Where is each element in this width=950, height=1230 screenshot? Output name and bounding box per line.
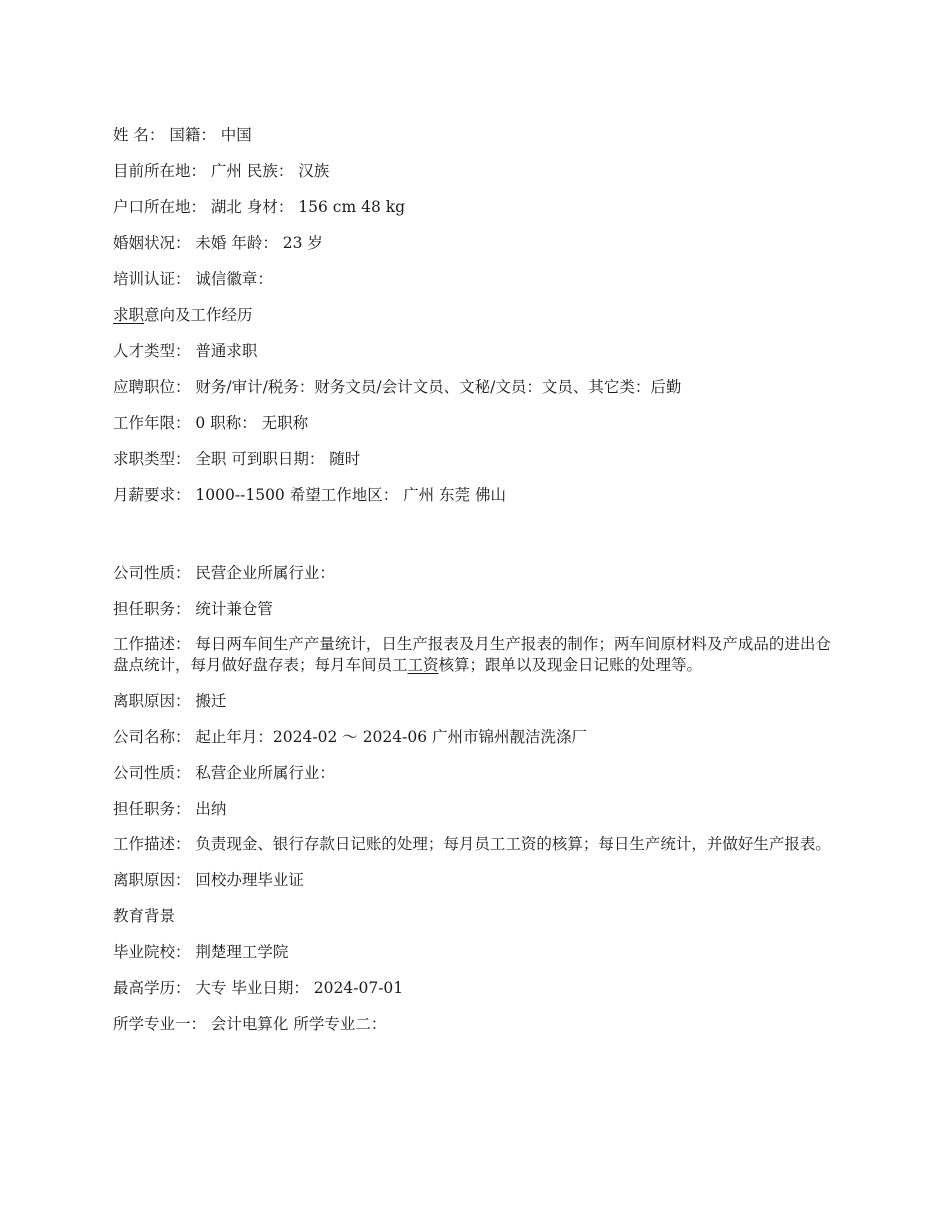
- basic-info-line-nationality: 姓 名： 国籍： 中国: [113, 126, 252, 144]
- resume-document: [113, 124, 838, 1049]
- job1-desc-part1: 工作描述： 每日两车间生产产量统计，日生产报表及月生产报表的制作；两车间原材料及产成品的进出仓盘点统计，每月做好盘存表；每月车间员工: [113, 635, 831, 674]
- intent-years: 工作年限： 0 职称： 无职称: [113, 414, 309, 432]
- basic-info-line-certification: 培训认证： 诚信徽章：: [113, 270, 273, 288]
- job1-desc-part2: 核算；跟单以及现金日记账的处理等。: [438, 656, 703, 674]
- job1-nature: 公司性质： 民营企业所属行业：: [113, 564, 335, 582]
- job2-nature: 公司性质： 私营企业所属行业：: [113, 764, 335, 782]
- job2-description: 工作描述： 负责现金、银行存款日记账的处理；每月员工工资的核算；每日生产统计，并做好生产报表。: [113, 835, 831, 853]
- intent-talent-type: 人才类型： 普通求职: [113, 342, 258, 360]
- education-degree: 最高学历： 大专 毕业日期： 2024-07-01: [113, 979, 404, 997]
- intent-position: 应聘职位： 财务/审计/税务：财务文员/会计文员、文秘/文员：文员、其它类：后勤: [113, 378, 682, 396]
- job-intent-heading-rest: 意向及工作经历: [144, 306, 253, 324]
- basic-info-line-location: 目前所在地： 广州 民族： 汉族: [113, 162, 330, 180]
- basic-info-line-marital: 婚姻状况： 未婚 年龄： 23 岁: [113, 234, 323, 252]
- section-heading-job-intent: [113, 304, 838, 326]
- job2-leave-reason: 离职原因： 回校办理毕业证: [113, 871, 304, 889]
- basic-info-line-hukou: 户口所在地： 湖北 身材： 156 cm 48 kg: [113, 198, 406, 216]
- job-intent-link[interactable]: 求职: [113, 306, 145, 324]
- section-spacer: [113, 520, 838, 562]
- intent-salary: 月薪要求： 1000--1500 希望工作地区： 广州 东莞 佛山: [113, 486, 507, 504]
- job2-company: 公司名称： 起止年月：2024-02 ～ 2024-06 广州市锦州靓洁洗涤厂: [113, 728, 588, 746]
- section-heading-education: 教育背景: [113, 907, 176, 925]
- job2-role: 担任职务： 出纳: [113, 800, 227, 818]
- education-school: 毕业院校： 荆楚理工学院: [113, 943, 289, 961]
- job1-description: [113, 634, 838, 676]
- salary-link[interactable]: 工资: [407, 656, 439, 674]
- intent-job-type: 求职类型： 全职 可到职日期： 随时: [113, 450, 361, 468]
- education-major: 所学专业一： 会计电算化 所学专业二：: [113, 1015, 387, 1033]
- job1-role: 担任职务： 统计兼仓管: [113, 600, 273, 618]
- job1-leave-reason: 离职原因： 搬迁: [113, 692, 227, 710]
